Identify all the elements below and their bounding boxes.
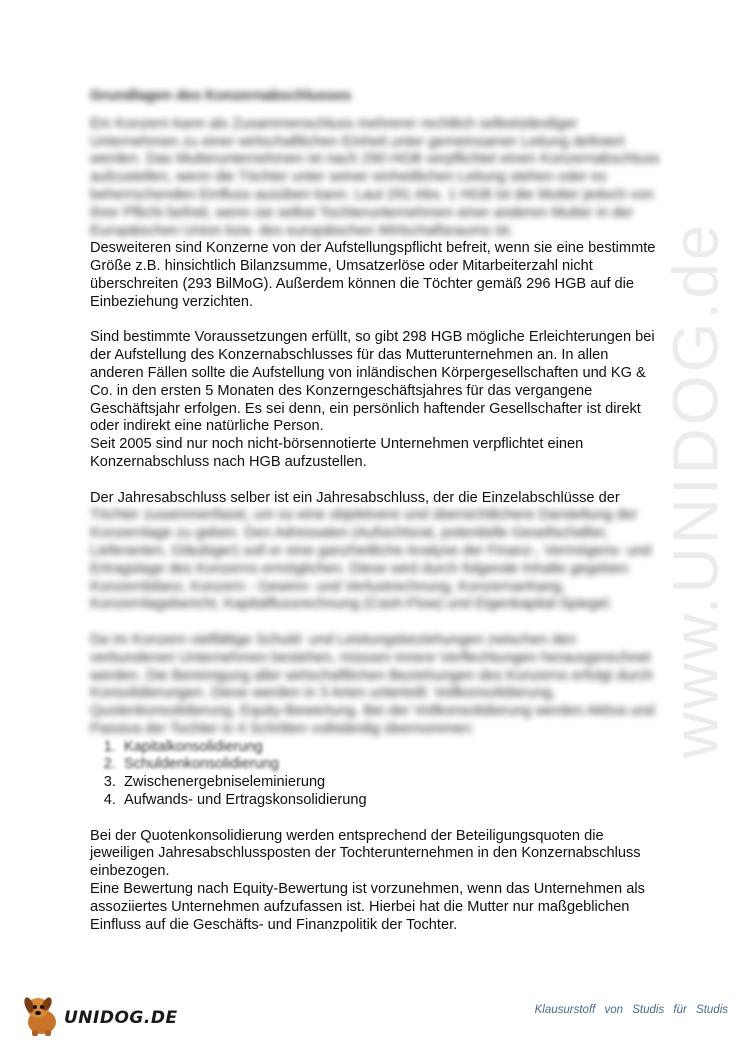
- list-item: 3. Zwischenergebniseleminierung: [120, 774, 665, 792]
- footer-tagline: Klausurstoff von Studis für Studis: [534, 1004, 728, 1016]
- paragraph-exemptions: Desweiteren sind Konzerne von der Aufstellungspflicht befreit, wenn sie eine bestimmte Größe z.B. hinsichtlich Bilanzsumme, Umsatzerlöse oder Mitarbeiterzahl nicht überschreiten (293 BilMoG). Außerdem können die Töchter gemäß 296 HGB auf die Einbeziehung verzichten.: [90, 240, 656, 310]
- unidog-logo: [20, 990, 178, 1040]
- list-item: 1. Kapitalkonsolidierung: [120, 739, 665, 757]
- paragraph-consolidation-blurred: Da im Konzern vielfältige Schuld- und Leistungsbeziehungen zwischen den verbundenen Unternehmen bestehen, müssen innere Verflechtungen herausgerechnet werden. Die Bereinigung aller wirtschaftlichen Beziehungen des Konzerns erfolgt durch Konsolidierungen. Diese werden in 3 Arten unterteilt: Vollkonsolidierung, Quotenkonsolidierung, Equity-Bewertung. Bei der Vollkonsolidierung werden Aktiva und Passiva der Tochter in 4 Schritten vollständig übernommen:: [90, 631, 655, 737]
- paragraph-equity-valuation: Eine Bewertung nach Equity-Bewertung ist vorzunehmen, wenn das Unternehmen als assoziiertes Unternehmen aufzufassen ist. Hierbei hat die Mutter nur maßgeblichen Einfluss auf die Geschäfts- und Finanzpolitik der Tochter.: [90, 881, 645, 933]
- list-item: 2. Schuldenkonsolidierung: [120, 756, 665, 774]
- watermark-text: www.UNIDOG.de: [659, 221, 731, 759]
- document-title: Grundlagen des Konzernabschlusses: [90, 88, 352, 104]
- logo-text: UNIDOG.DE: [64, 1008, 178, 1028]
- consolidation-steps-list: [90, 739, 665, 810]
- paragraph-annual-statement: Der Jahresabschluss selber ist ein Jahresabschluss, der die Einzelabschlüsse der: [90, 489, 620, 506]
- paragraph-quota-consolidation: Bei der Quotenkonsolidierung werden entsprechend der Beteiligungsquoten die jeweiligen Jahresabschlussposten der Tochterunternehmen in den Konzernabschluss einbezogen.: [90, 827, 641, 880]
- document-body: [90, 88, 665, 934]
- footer: [0, 980, 750, 1040]
- list-item: 4. Aufwands- und Ertragskonsolidierung: [120, 792, 665, 810]
- paragraph-intro-blurred: Ein Konzern kann als Zusammenschluss mehrerer rechtlich selbstständiger Unternehmen zu einer wirtschaftlichen Einheit unter gemeinsamer Leitung definiert werden. Das Mutterunternehmen ist nach 290 HGB verpflichtet einen Konzernabschluss aufzustellen, wenn die Töchter unter seiner einheitlichen Leitung stehen oder es beherrschenden Einfluss ausüben kann. Laut 291 Abs. 1 HGB ist die Mutter jedoch von ihrer Pflicht befreit, wenn sie selbst Tochterunternehmen einer anderen Mutter in der Europäischen Union bzw. des europäischen Wirtschaftsraums ist.: [90, 115, 660, 239]
- paragraph-annual-statement-blurred: Töchter zusammenfasst, um so eine objektivere und übersichtlichere Darstellung der Konzernlage zu geben. Den Adressaten (Aufsichtsrat, potentielle Gesellschafter, Lieferanten, Gläubiger) soll er eine ganzheitliche Analyse der Finanz-, Vermögens- und Ertragslage des Konzerns ermöglichen. Diese wird durch folgende Inhalte gegeben: Konzernbilanz, Konzern - Gewinn- und Verlustrechnung, Konzernanhang, Konzernlagebericht, Kapitalflussrechnung (Cash-Flow) und Eigenkapital-Spiegel.: [90, 507, 652, 613]
- paragraph-relief: Sind bestimmte Voraussetzungen erfüllt, so gibt 298 HGB mögliche Erleichterungen bei der Aufstellung des Konzernabschlusses für das Mutterunternehmen an. In allen anderen Fällen sollte die Aufstellung von inländischen Körpergesellschaften und KG & Co. in den ersten 5 Monaten des Konzerngeschäftsjahres für das vergangene Geschäftsjahr erfolgen. Es sei denn, ein persönlich haftender Gesellschafter ist direkt oder indirekt eine natürliche Person.: [90, 329, 655, 435]
- dog-icon: [20, 992, 64, 1038]
- paragraph-since-2005: Seit 2005 sind nur noch nicht-börsennotierte Unternehmen verpflichtet einen Konzernabschluss nach HGB aufzustellen.: [90, 436, 584, 470]
